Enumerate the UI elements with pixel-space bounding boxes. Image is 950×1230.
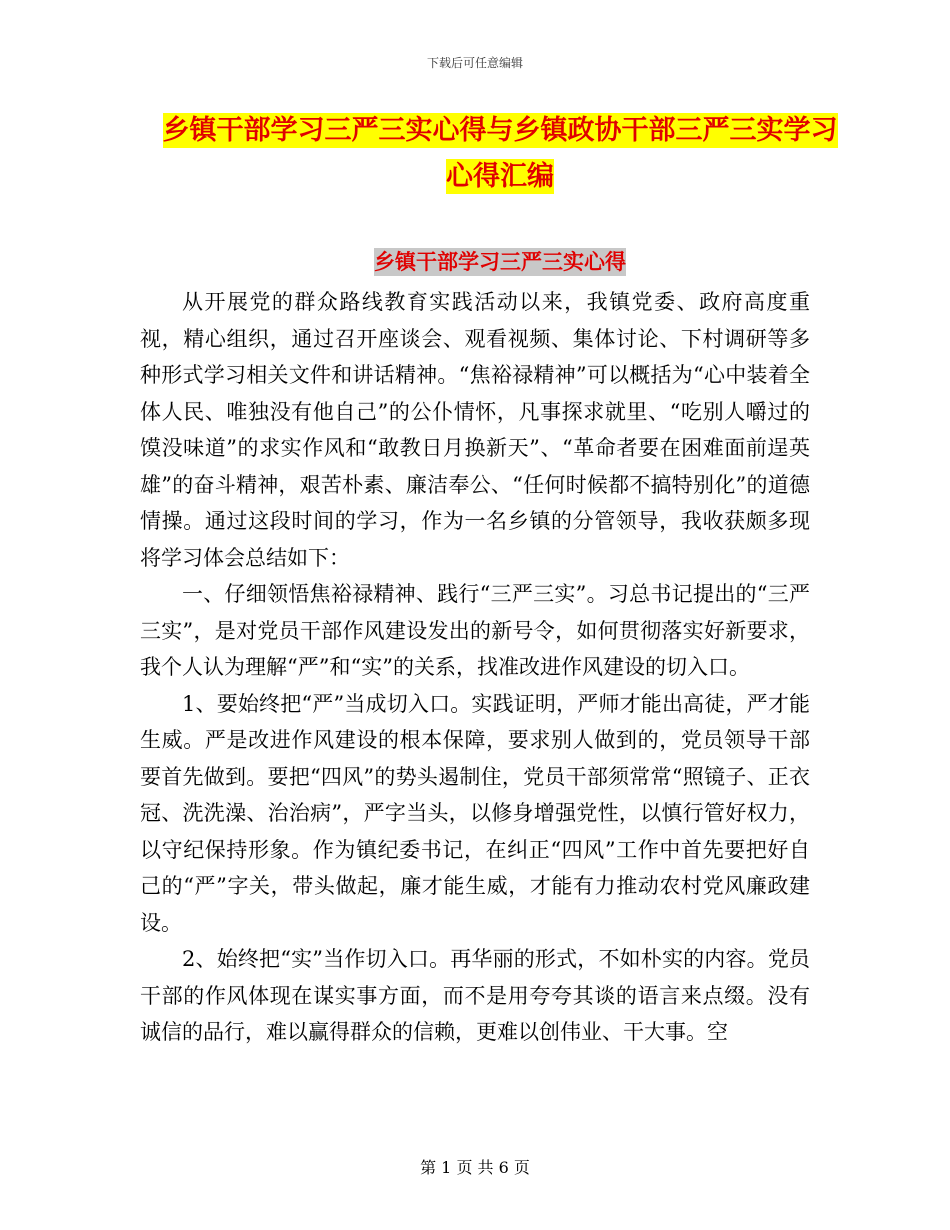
document-title-text: 乡镇干部学习三严三实心得与乡镇政协干部三严三实学习心得汇编 xyxy=(162,115,838,192)
header-note: 下载后可任意编辑 xyxy=(426,56,523,70)
paragraph: 2、始终把“实”当作切入口。再华丽的形式，不如朴实的内容。党员干部的作风体现在谋实事方面，而不是用夸夸其谈的语言来点缀。没有诚信的品行，难以赢得群众的信赖，更难以创伟业、干大事。空 xyxy=(140,947,810,1044)
page-footer: 第 1 页 共 6 页 xyxy=(420,1158,530,1177)
section-title xyxy=(340,242,660,282)
paragraph: 一、仔细领悟焦裕禄精神、践行“三严三实”。习总书记提出的“三严三实”，是对党员干部作风建设发出的新号令，如何贯彻落实好新要求，我个人认为理解“严”和“实”的关系，找准改进作风建设的切入口。 xyxy=(140,582,810,679)
section-title-text: 乡镇干部学习三严三实心得 xyxy=(374,250,626,274)
document-body xyxy=(140,284,810,1051)
document-title xyxy=(150,108,850,200)
paragraph: 1、要始终把“严”当成切入口。实践证明，严师才能出高徒，严才能生威。严是改进作风建设的根本保障，要求别人做到的，党员领导干部要首先做到。要把“四风”的势头遏制住，党员干部须常常“照镜子、正衣冠、洗洗澡、治治病”，严字当头，以修身增强党性，以慎行管好权力，以守纪保持形象。作为镇纪委书记，在纠正“四风”工作中首先要把好自己的“严”字关，带头做起，廉才能生威，才能有力推动农村党风廉政建设。 xyxy=(140,691,810,935)
paragraph: 从开展党的群众路线教育实践活动以来，我镇党委、政府高度重视，精心组织，通过召开座谈会、观看视频、集体讨论、下村调研等多种形式学习相关文件和讲话精神。“焦裕禄精神”可以概括为“心中装着全体人民、唯独没有他自己”的公仆情怀，凡事探求就里、“吃别人嚼过的馍没味道”的求实作风和“敢教日月换新天”、“革命者要在困难面前逞英雄”的奋斗精神，艰苦朴素、廉洁奉公、“任何时候都不搞特别化”的道德情操。通过这段时间的学习，作为一名乡镇的分管领导，我收获颇多现将学习体会总结如下： xyxy=(140,290,810,570)
